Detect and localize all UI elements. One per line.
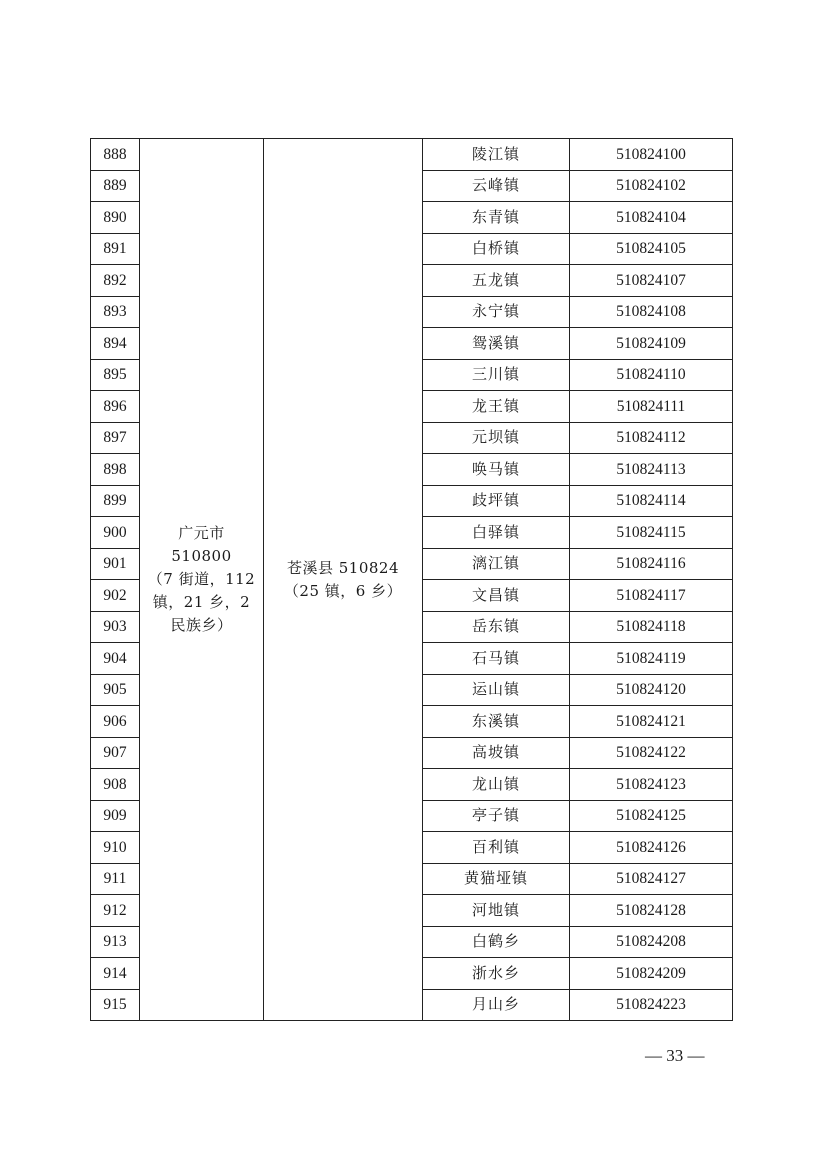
row-seq: 906 bbox=[91, 706, 140, 738]
row-division-code: 510824123 bbox=[570, 769, 733, 801]
row-town-name: 黄猫垭镇 bbox=[423, 863, 570, 895]
division-table bbox=[90, 138, 733, 1021]
row-seq: 909 bbox=[91, 800, 140, 832]
county-cell bbox=[264, 139, 423, 1021]
row-seq: 905 bbox=[91, 674, 140, 706]
row-town-name: 白驿镇 bbox=[423, 517, 570, 549]
city-cell bbox=[140, 139, 264, 1021]
row-town-name: 歧坪镇 bbox=[423, 485, 570, 517]
row-town-name: 云峰镇 bbox=[423, 170, 570, 202]
row-division-code: 510824128 bbox=[570, 895, 733, 927]
row-town-name: 百利镇 bbox=[423, 832, 570, 864]
row-town-name: 文昌镇 bbox=[423, 580, 570, 612]
row-division-code: 510824104 bbox=[570, 202, 733, 234]
row-division-code: 510824114 bbox=[570, 485, 733, 517]
row-seq: 908 bbox=[91, 769, 140, 801]
row-seq: 911 bbox=[91, 863, 140, 895]
row-seq: 913 bbox=[91, 926, 140, 958]
row-division-code: 510824125 bbox=[570, 800, 733, 832]
row-town-name: 东溪镇 bbox=[423, 706, 570, 738]
row-seq: 897 bbox=[91, 422, 140, 454]
row-seq: 902 bbox=[91, 580, 140, 612]
row-town-name: 龙王镇 bbox=[423, 391, 570, 423]
row-division-code: 510824111 bbox=[570, 391, 733, 423]
row-town-name: 五龙镇 bbox=[423, 265, 570, 297]
table-body bbox=[91, 139, 733, 1021]
row-division-code: 510824208 bbox=[570, 926, 733, 958]
row-seq: 896 bbox=[91, 391, 140, 423]
row-seq: 898 bbox=[91, 454, 140, 486]
row-town-name: 运山镇 bbox=[423, 674, 570, 706]
row-division-code: 510824100 bbox=[570, 139, 733, 171]
row-seq: 914 bbox=[91, 958, 140, 990]
row-division-code: 510824112 bbox=[570, 422, 733, 454]
row-seq: 889 bbox=[91, 170, 140, 202]
row-town-name: 元坝镇 bbox=[423, 422, 570, 454]
row-town-name: 漓江镇 bbox=[423, 548, 570, 580]
row-division-code: 510824122 bbox=[570, 737, 733, 769]
row-town-name: 鸳溪镇 bbox=[423, 328, 570, 360]
city-name-line: 广元市 510800 bbox=[171, 524, 232, 565]
row-seq: 892 bbox=[91, 265, 140, 297]
row-town-name: 河地镇 bbox=[423, 895, 570, 927]
row-town-name: 高坡镇 bbox=[423, 737, 570, 769]
row-division-code: 510824209 bbox=[570, 958, 733, 990]
row-division-code: 510824117 bbox=[570, 580, 733, 612]
row-seq: 899 bbox=[91, 485, 140, 517]
row-division-code: 510824121 bbox=[570, 706, 733, 738]
row-seq: 893 bbox=[91, 296, 140, 328]
row-town-name: 月山乡 bbox=[423, 989, 570, 1021]
row-division-code: 510824116 bbox=[570, 548, 733, 580]
row-division-code: 510824107 bbox=[570, 265, 733, 297]
row-seq: 894 bbox=[91, 328, 140, 360]
row-town-name: 白鹤乡 bbox=[423, 926, 570, 958]
row-seq: 888 bbox=[91, 139, 140, 171]
row-division-code: 510824105 bbox=[570, 233, 733, 265]
table-row bbox=[91, 139, 733, 171]
row-division-code: 510824115 bbox=[570, 517, 733, 549]
row-town-name: 亭子镇 bbox=[423, 800, 570, 832]
row-division-code: 510824119 bbox=[570, 643, 733, 675]
row-seq: 904 bbox=[91, 643, 140, 675]
row-seq: 895 bbox=[91, 359, 140, 391]
row-town-name: 唤马镇 bbox=[423, 454, 570, 486]
row-seq: 910 bbox=[91, 832, 140, 864]
row-seq: 891 bbox=[91, 233, 140, 265]
row-town-name: 龙山镇 bbox=[423, 769, 570, 801]
row-division-code: 510824113 bbox=[570, 454, 733, 486]
page-number: — 33 — bbox=[645, 1046, 705, 1065]
row-division-code: 510824127 bbox=[570, 863, 733, 895]
row-town-name: 东青镇 bbox=[423, 202, 570, 234]
row-town-name: 浙水乡 bbox=[423, 958, 570, 990]
city-name-line: 民族乡） bbox=[170, 616, 233, 634]
row-division-code: 510824110 bbox=[570, 359, 733, 391]
county-name-line: 苍溪县 510824 bbox=[286, 558, 400, 577]
row-town-name: 岳东镇 bbox=[423, 611, 570, 643]
row-town-name: 永宁镇 bbox=[423, 296, 570, 328]
row-town-name: 白桥镇 bbox=[423, 233, 570, 265]
row-division-code: 510824120 bbox=[570, 674, 733, 706]
row-seq: 907 bbox=[91, 737, 140, 769]
row-division-code: 510824223 bbox=[570, 989, 733, 1021]
row-seq: 901 bbox=[91, 548, 140, 580]
row-division-code: 510824108 bbox=[570, 296, 733, 328]
row-division-code: 510824126 bbox=[570, 832, 733, 864]
row-division-code: 510824118 bbox=[570, 611, 733, 643]
row-division-code: 510824109 bbox=[570, 328, 733, 360]
city-name-line: 镇，21 乡，2 bbox=[152, 593, 251, 611]
row-town-name: 三川镇 bbox=[423, 359, 570, 391]
row-town-name: 石马镇 bbox=[423, 643, 570, 675]
city-name-line: （7 街道，112 bbox=[147, 570, 256, 588]
row-seq: 900 bbox=[91, 517, 140, 549]
row-seq: 912 bbox=[91, 895, 140, 927]
row-seq: 890 bbox=[91, 202, 140, 234]
row-division-code: 510824102 bbox=[570, 170, 733, 202]
row-seq: 903 bbox=[91, 611, 140, 643]
county-name-line: （25 镇，6 乡） bbox=[283, 581, 403, 600]
row-town-name: 陵江镇 bbox=[423, 139, 570, 171]
row-seq: 915 bbox=[91, 989, 140, 1021]
